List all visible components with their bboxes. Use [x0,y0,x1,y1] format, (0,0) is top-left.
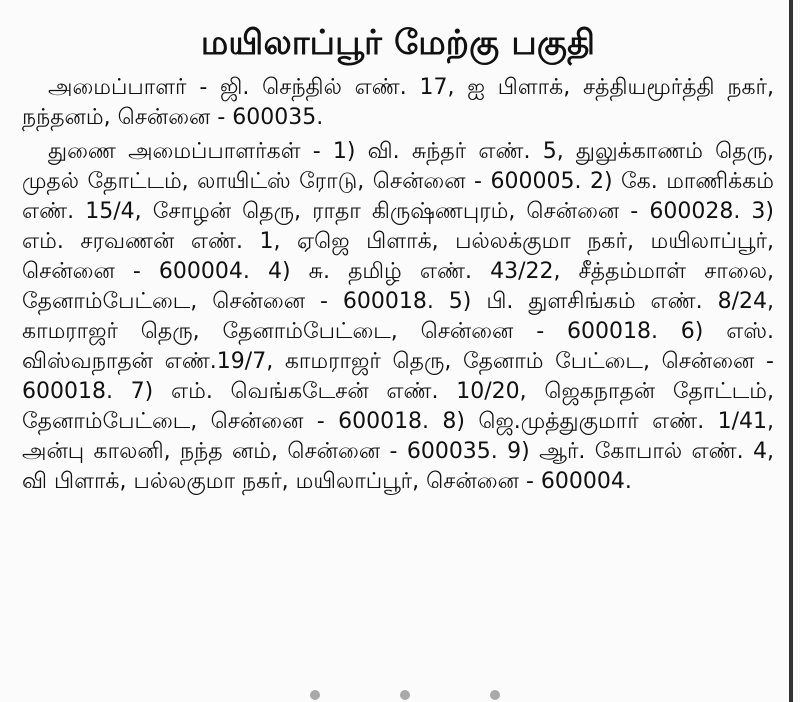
deputy-convenors-paragraph: துணை அமைப்பாளர்கள் - 1) வி. சுந்தர் எண். 5, துலுக்காணம் தெரு, முதல் தோட்டம், லாயிட்ஸ் ரோடு, சென்னை - 600005. 2) கே. மாணிக்கம் எண். 15/4, சோழன் தெரு, ராதா கிருஷ்ணபுரம், சென்னை - 600028. 3) எம். சரவணன் எண். 1, ஏஜெ பிளாக், பல்லக்குமா நகர், மயிலாப்பூர், சென்னை - 600004. 4) சு. தமிழ் எண். 43/22, சீத்தம்மாள் சாலை, தேனாம்பேட்டை, சென்னை - 600018. 5) பி. துளசிங்கம் எண். 8/24, காமராஜர் தெரு, தேனாம்பேட்டை, சென்னை - 600018. 6) எஸ். விஸ்வநாதன் எண்.19/7, காமராஜர் தெரு, தேனாம் பேட்டை, சென்னை - 600018. 7) எம். வெங்கடேசன் எண். 10/20, ஜெகநாதன் தோட்டம், தேனாம்பேட்டை, சென்னை - 600018. 8) ஜெ.முத்துகுமார் எண். 1/41, அன்பு காலனி, நந்த னம், சென்னை - 600035. 9) ஆர். கோபால் எண். 4, வி பிளாக், பல்லகுமா நகர், மயிலாப்பூர், சென்னை - 600004. [22,139,774,495]
ornament-dot [490,690,500,700]
ornament-dot [310,690,320,700]
section-title: மயிலாப்பூர் மேற்கு பகுதி [200,23,596,63]
ornament-dot [400,690,410,700]
right-border-rule [789,0,793,702]
bottom-ornament [310,690,500,700]
convenor-paragraph: அமைப்பாளர் - ஜி. செந்தில் எண். 17, ஐ பிளாக், சத்தியமூர்த்தி நகர், நந்தனம், சென்னை - 600035. [22,75,774,131]
